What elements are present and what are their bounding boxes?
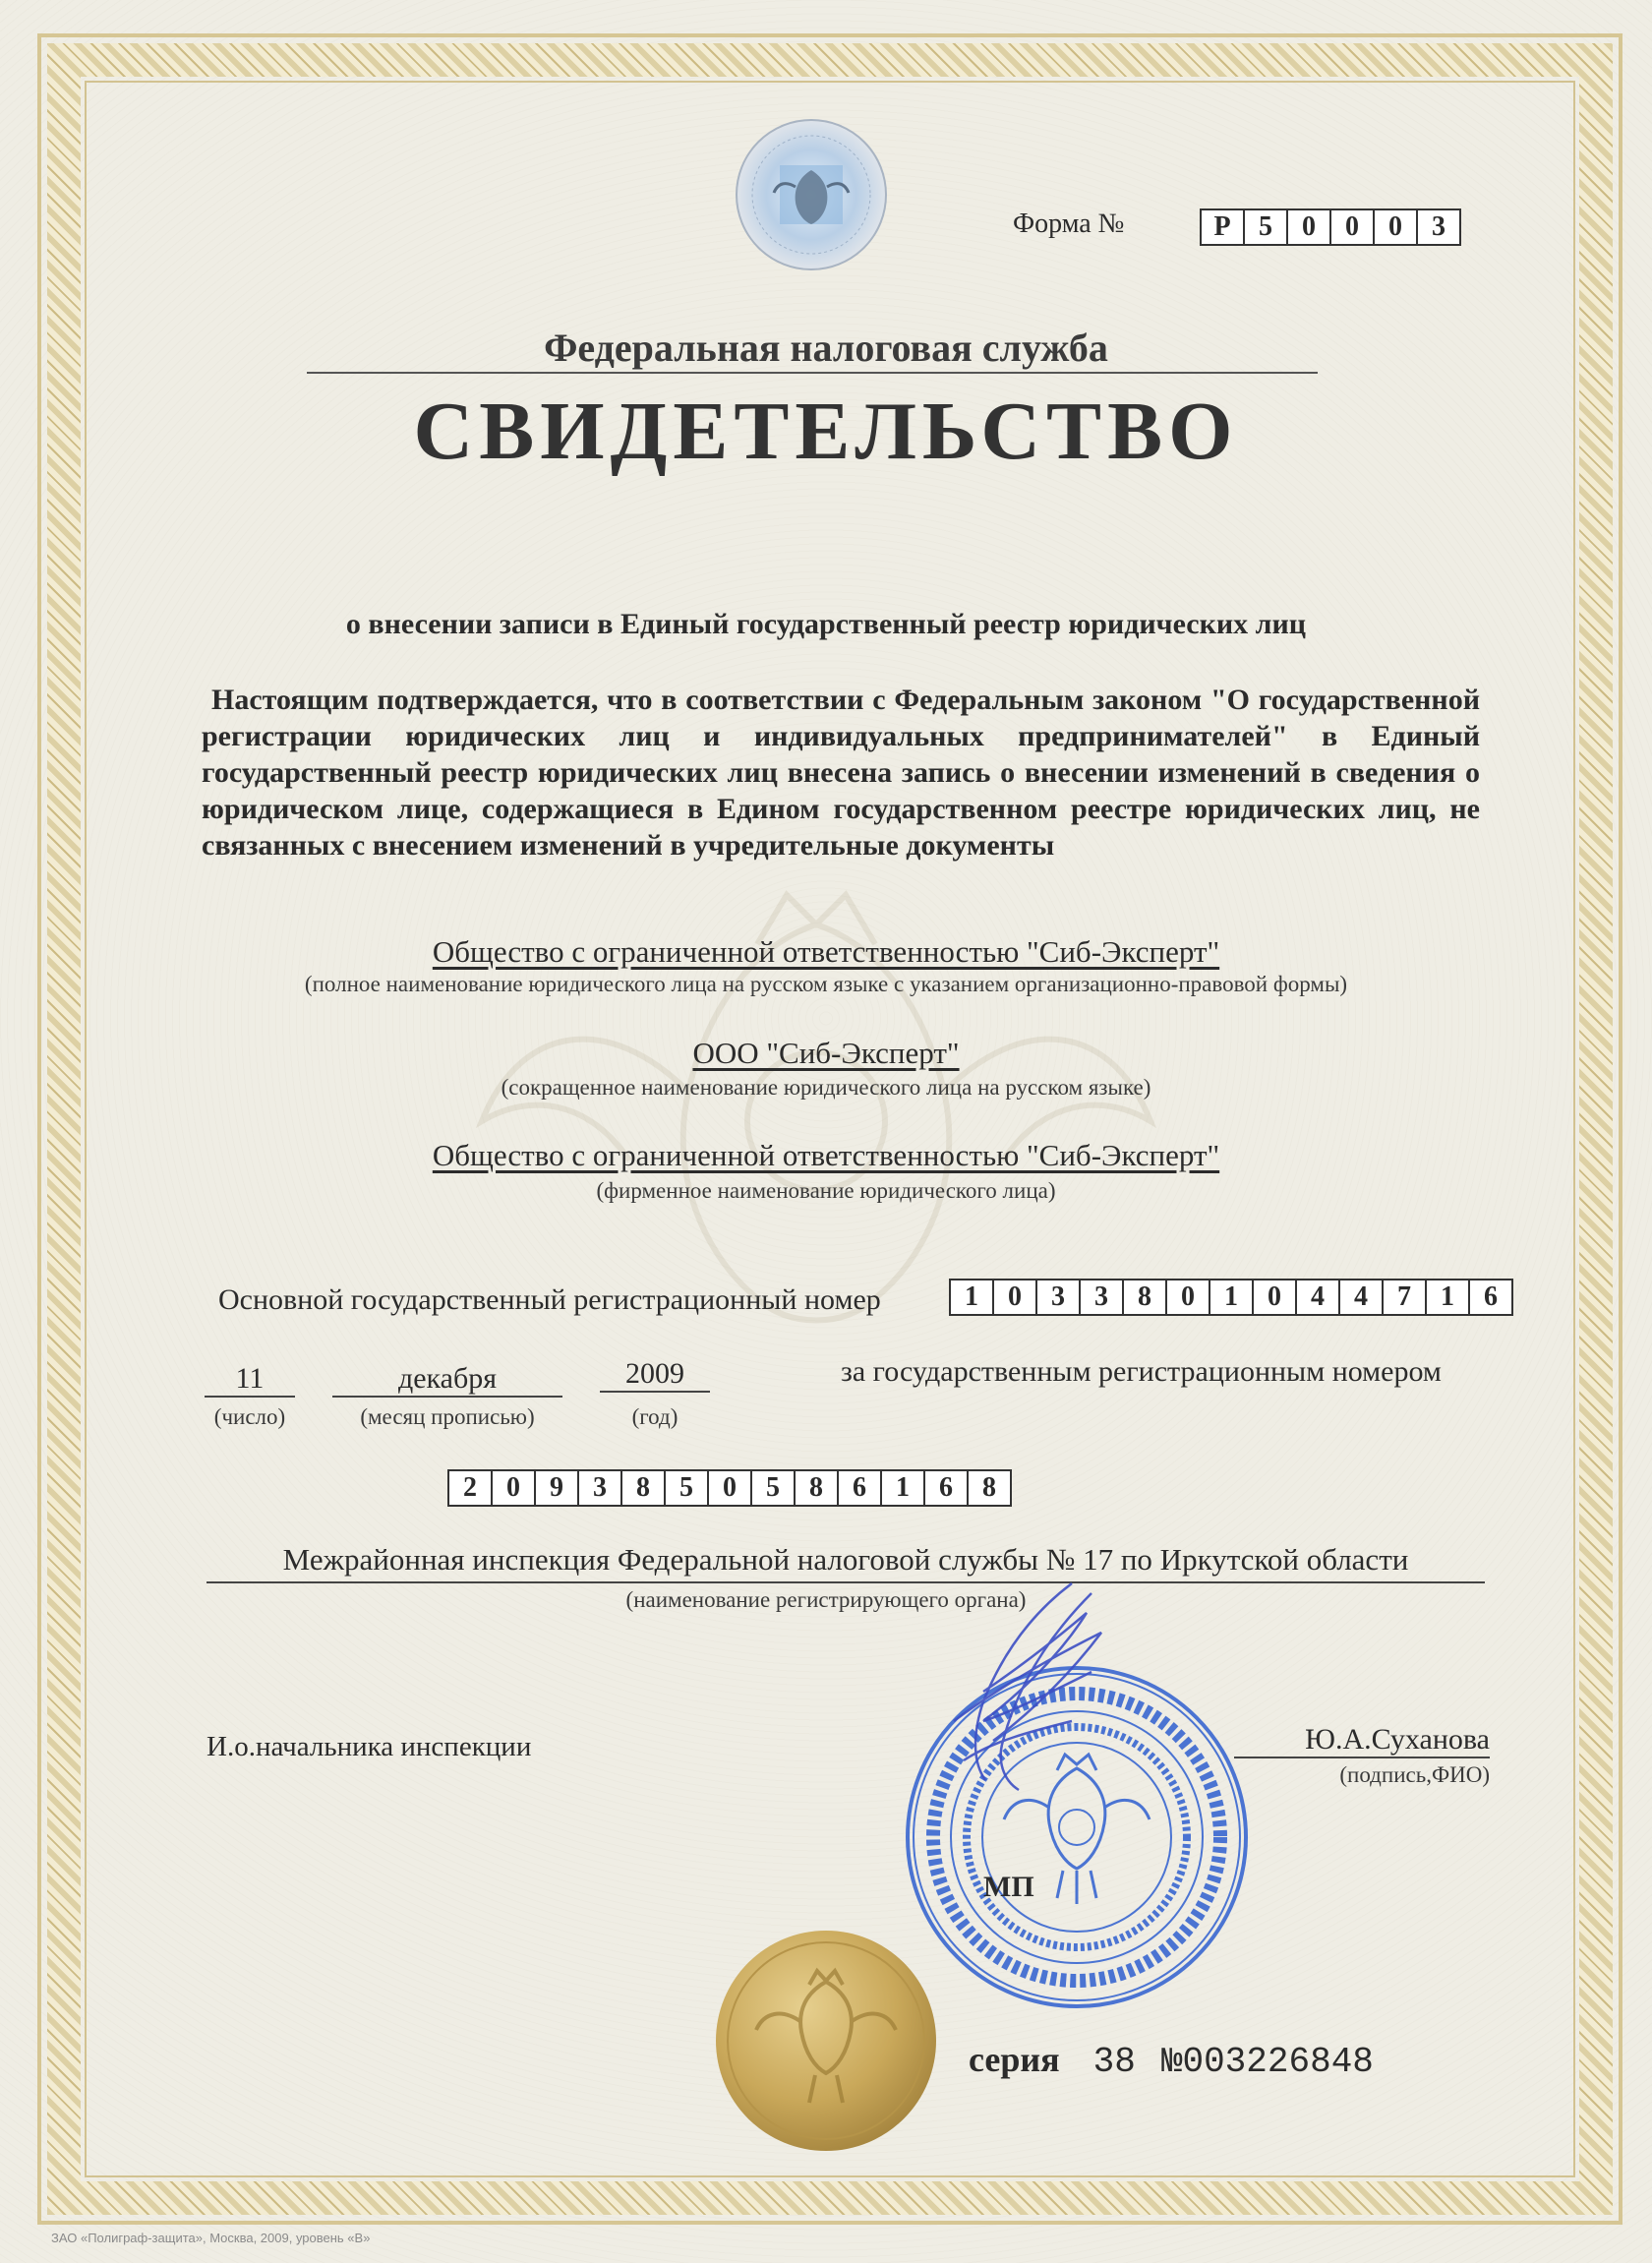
reg-digit: 1 [882,1471,925,1505]
short-name-field [0,1036,1652,1071]
ogrn-digit: 1 [951,1280,994,1314]
form-number-label: Форма № [1013,208,1125,239]
registration-number-boxes [447,1469,1012,1507]
full-name-value: Общество с ограниченной ответственностью "Сиб-Эксперт" [432,934,1220,969]
signer-role: И.о.начальника инспекции [206,1731,532,1762]
ogrn-label: Основной государственный регистрационный номер [218,1283,881,1316]
full-name-caption: (полное наименование юридического лица на русском языке с указанием организационно-правовой формы) [304,972,1348,996]
form-code-boxes [1200,208,1461,246]
ogrn-digit: 0 [994,1280,1037,1314]
reg-digit: 6 [925,1471,969,1505]
ogrn-boxes [949,1279,1513,1316]
series-label: серия [969,2040,1060,2079]
reg-digit: 3 [579,1471,622,1505]
ogrn-digit: 1 [1427,1280,1470,1314]
gold-seal-icon [713,1928,939,2154]
full-name-field [0,934,1652,970]
signature-icon [924,1574,1121,1800]
form-code-digit: Р [1202,210,1245,244]
firm-name-value: Общество с ограниченной ответственностью "Сиб-Эксперт" [432,1138,1220,1172]
ogrn-digit: 4 [1297,1280,1340,1314]
reg-digit: 6 [839,1471,882,1505]
printer-imprint: ЗАО «Полиграф-защита», Москва, 2009, уровень «В» [51,2231,371,2245]
agency-underline [307,372,1318,374]
reg-digit: 8 [982,1472,996,1503]
date-year: 2009 [600,1357,710,1393]
short-name-caption: (сокращенное наименование юридического лица на русском языке) [501,1075,1151,1100]
short-name-value: ООО "Сиб-Эксперт" [692,1036,960,1070]
reg-digit: 5 [666,1471,709,1505]
date-day-caption: (число) [213,1404,286,1429]
reg-digit: 0 [493,1471,536,1505]
reg-digit: 5 [752,1471,796,1505]
ogrn-digit: 3 [1081,1280,1124,1314]
reg-digit: 8 [622,1471,666,1505]
confirmation-paragraph: Настоящим подтверждается, что в соответствии с Федеральным законом "О государственной регистрации юридических лиц и индивидуальных предпринимателей" в Единый государственный реестр юридических лиц внесена запись о внесении изменений в сведения о юридическом лице, содержащиеся в Едином государственном реестре юридических лиц, не связанных с внесением изменений в учредительные документы [202,684,1480,862]
agency-name: Федеральная налоговая служба [544,326,1108,370]
form-code-digit: 5 [1245,210,1288,244]
ogrn-digit: 0 [1167,1280,1210,1314]
document-title: СВИДЕТЕЛЬСТВО [413,386,1239,477]
stamp-place-label: МП [983,1871,1034,1903]
form-code-digit: 0 [1375,210,1418,244]
form-code-digit: 3 [1432,211,1446,242]
ogrn-digit: 0 [1254,1280,1297,1314]
ogrn-digit: 4 [1340,1280,1384,1314]
series-number: 38 [1092,2042,1136,2082]
reg-digit: 0 [709,1471,752,1505]
registering-authority: Межрайонная инспекция Федеральной налоговой службы № 17 по Иркутской области [206,1542,1485,1583]
ogrn-digit: 3 [1037,1280,1081,1314]
firm-name-field [0,1138,1652,1173]
date-year-caption: (год) [631,1404,678,1429]
date-month-caption: (месяц прописью) [360,1404,535,1429]
reg-digit: 9 [536,1471,579,1505]
reg-digit: 2 [449,1471,493,1505]
ogrn-digit: 8 [1124,1280,1167,1314]
document-subtitle: о внесении записи в Единый государственный реестр юридических лиц [345,608,1307,640]
form-code-digit: 0 [1288,210,1331,244]
signer-name: Ю.А.Суханова [1234,1723,1490,1758]
firm-name-caption: (фирменное наименование юридического лица) [596,1178,1056,1203]
form-code-digit: 0 [1331,210,1375,244]
serial-block [969,2039,1374,2082]
registration-phrase: за государственным регистрационным номером [841,1355,1442,1388]
date-day: 11 [205,1362,295,1398]
registering-authority-caption: (наименование регистрирующего органа) [625,1587,1027,1612]
signature-caption: (подпись,ФИО) [1339,1762,1490,1787]
reg-digit: 8 [796,1471,839,1505]
ogrn-digit: 6 [1484,1281,1498,1312]
ogrn-digit: 1 [1210,1280,1254,1314]
date-month: декабря [332,1362,562,1398]
ogrn-digit: 7 [1384,1280,1427,1314]
hologram-emblem-icon [733,116,890,273]
serial-number: №003226848 [1160,2042,1374,2082]
